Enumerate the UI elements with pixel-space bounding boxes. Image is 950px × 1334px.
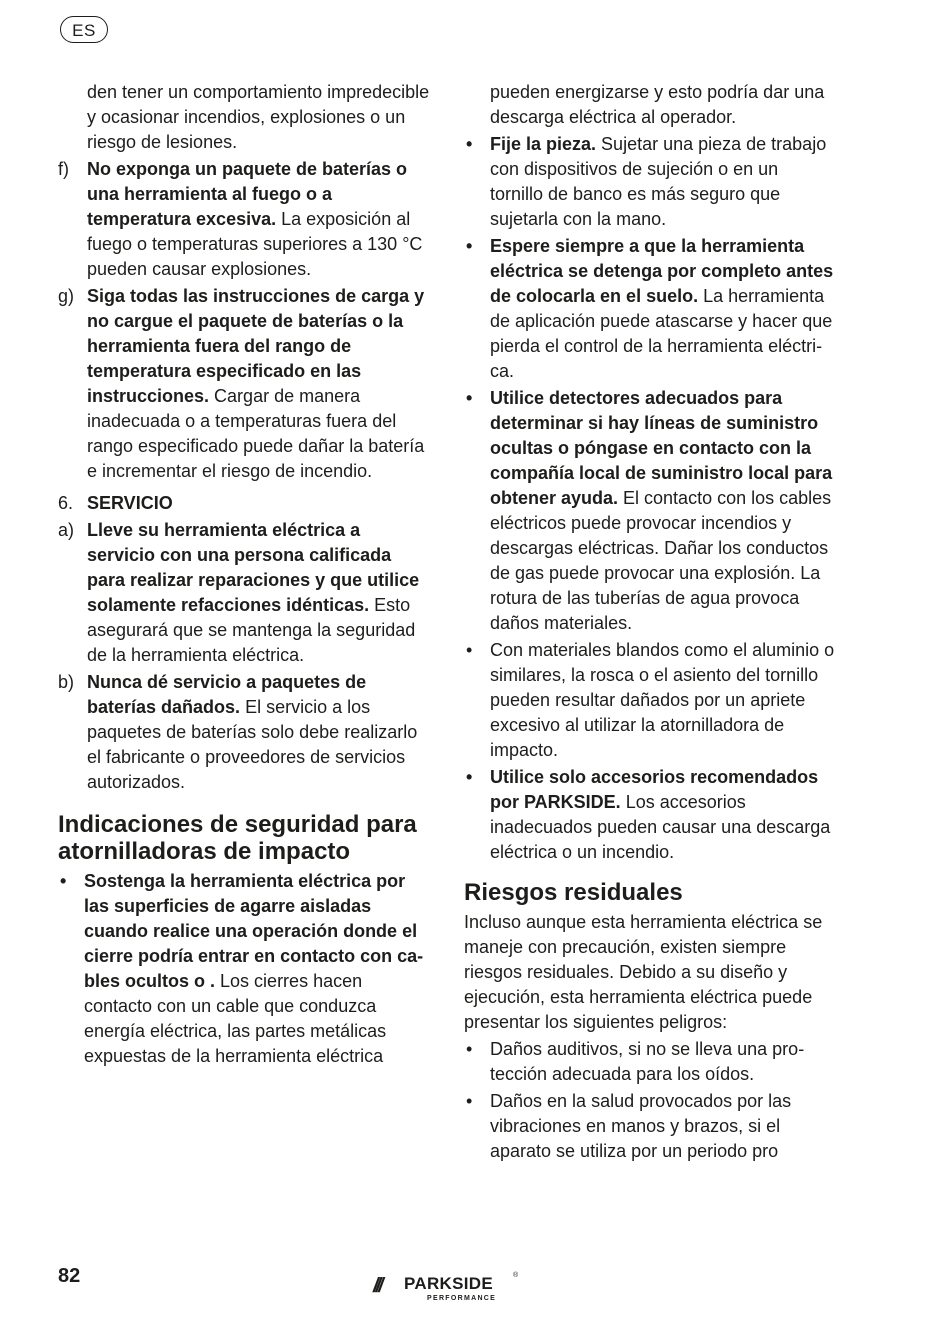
section-title-impact-driver: Indicaciones de seguridad para atornilladoras de impacto bbox=[58, 811, 417, 865]
warning-text: El contacto con los cables eléctricos puede provocar incendios y descargas eléctricas. Dañar los conductos de gas puede provocar una explosión. La rotura de las tuberías de agua provoca daños materiales. bbox=[490, 488, 832, 633]
risk-text: Daños auditivos, si no se lleva una protección adecuada para los oídos. bbox=[490, 1039, 805, 1084]
continued-paragraph: pueden energizarse y esto podría dar una descarga eléctrica al operador. bbox=[490, 82, 825, 127]
left-column bbox=[58, 80, 430, 1069]
bullet-marker: • bbox=[466, 1091, 473, 1111]
list-marker: g) bbox=[58, 286, 75, 306]
right-column bbox=[464, 80, 836, 1164]
warning-heading: Utilice solo accesorios recomendados por PARKSIDE. bbox=[490, 767, 819, 812]
bullet-item bbox=[464, 765, 836, 865]
logo-subline: PERFORMANCE bbox=[427, 1295, 497, 1302]
registered-mark: ® bbox=[513, 1272, 519, 1279]
warning-heading: Utilice detectores adecuados para determinar si hay líneas de suministro ocultas o póngase en contacto con la compañía local de suministro local para obtener ayuda. bbox=[490, 388, 833, 508]
section-title-residual-risks: Riesgos residuales bbox=[464, 879, 683, 906]
list-marker: f) bbox=[58, 159, 69, 179]
warning-text: Los cierres hacen contacto con un cable que conduzca energía eléctrica, las partes metálicas expuestas de la herramienta eléctrica bbox=[84, 971, 387, 1066]
list-marker: 6. bbox=[58, 493, 74, 513]
warning-text: Cargar de manera inadecuada o a temperaturas fuera del rango especificado puede dañar la batería e incrementar el riesgo de incendio. bbox=[87, 386, 425, 481]
subsection-heading: SERVICIO bbox=[87, 493, 173, 513]
bullet-marker: • bbox=[466, 767, 473, 787]
page-number: 82 bbox=[58, 1265, 81, 1287]
bullet-item bbox=[464, 386, 836, 636]
bullet-item bbox=[464, 1037, 836, 1087]
risk-text: Daños en la salud provocados por las vibraciones en manos y brazos, si el aparato se utiliza por un periodo pro bbox=[490, 1091, 792, 1161]
warning-text: La exposición al fuego o temperaturas superiores a 130 °C pueden causar explosiones. bbox=[87, 209, 423, 279]
warning-heading: Sostenga la herramienta eléctrica por las superficies de agarre aisladas cuando realice una operación donde el cierre podría entrar en contacto con cables ocultos o . bbox=[84, 871, 424, 991]
warning-text: Con materiales blandos como el aluminio o similares, la rosca o el asiento del tornillo pueden resultar dañados por un apriete excesivo al utilizar la atornilladora de impacto. bbox=[490, 640, 835, 760]
intro-paragraph: Incluso aunque esta herramienta eléctrica se maneje con precaución, existen siempre riesgos residuales. Debido a su diseño y ejecución, esta herramienta eléctrica puede presentar los siguientes peligros: bbox=[464, 912, 823, 1032]
warning-text: Sujetar una pieza de trabajo con dispositivos de sujeción o en un tornillo de banco es más seguro que sujetarla con la mano. bbox=[490, 134, 827, 229]
warning-text: Esto asegurará que se mantenga la seguridad de la herramienta eléctrica. bbox=[87, 595, 416, 665]
bullet-marker: • bbox=[466, 134, 473, 154]
warning-heading: Lleve su herramienta eléctrica a servicio con una persona calificada para realizar reparaciones y que utilice solamente refacciones idénticas. bbox=[87, 520, 420, 615]
continued-paragraph: den tener un comportamiento impredecible y ocasionar incendios, explosiones o un riesgo de lesiones. bbox=[87, 82, 430, 152]
bullet-marker: • bbox=[466, 236, 473, 256]
logo-slashes-icon: /// bbox=[373, 1275, 381, 1297]
bullet-item bbox=[464, 1089, 836, 1164]
list-item-a bbox=[58, 518, 430, 668]
warning-heading: No exponga un paquete de baterías o una herramienta al fuego o a temperatura excesiva. bbox=[87, 159, 408, 229]
language-badge: ES bbox=[60, 16, 108, 43]
bullet-marker: • bbox=[466, 388, 473, 408]
list-marker: a) bbox=[58, 520, 75, 540]
warning-heading: Nunca dé servicio a paquetes de baterías dañados. bbox=[87, 672, 367, 717]
bullet-item bbox=[464, 234, 836, 384]
parkside-logo bbox=[373, 1272, 523, 1308]
warning-heading: Fije la pieza. bbox=[490, 134, 597, 154]
list-item-6 bbox=[58, 491, 430, 516]
list-item-b bbox=[58, 670, 430, 795]
bullet-marker: • bbox=[60, 871, 67, 891]
bullet-marker: • bbox=[466, 1039, 473, 1059]
warning-heading: Siga todas las instrucciones de carga y no cargue el paquete de baterías o la herramienta fuera del rango de temperatura especificado en las instrucciones. bbox=[87, 286, 425, 406]
warning-heading: Espere siempre a que la herramienta eléctrica se detenga por completo antes de colocarla en el suelo. bbox=[490, 236, 834, 306]
bullet-item bbox=[58, 869, 430, 1069]
list-item-g bbox=[58, 284, 430, 484]
warning-text: El servicio a los paquetes de baterías solo debe realizarlo el fabricante o proveedores de servicios autorizados. bbox=[87, 697, 418, 792]
list-marker: b) bbox=[58, 672, 75, 692]
bullet-marker: • bbox=[466, 640, 473, 660]
bullet-item bbox=[464, 638, 836, 763]
logo-brand-name: PARKSIDE bbox=[404, 1274, 493, 1293]
warning-text: Los accesorios inadecuados pueden causar una descarga eléctrica o un incendio. bbox=[490, 792, 831, 862]
bullet-item bbox=[464, 132, 836, 232]
list-item-f bbox=[58, 157, 430, 282]
warning-text: La herramienta de aplicación puede atascarse y hacer que pierda el control de la herramienta eléctrica. bbox=[490, 286, 833, 381]
